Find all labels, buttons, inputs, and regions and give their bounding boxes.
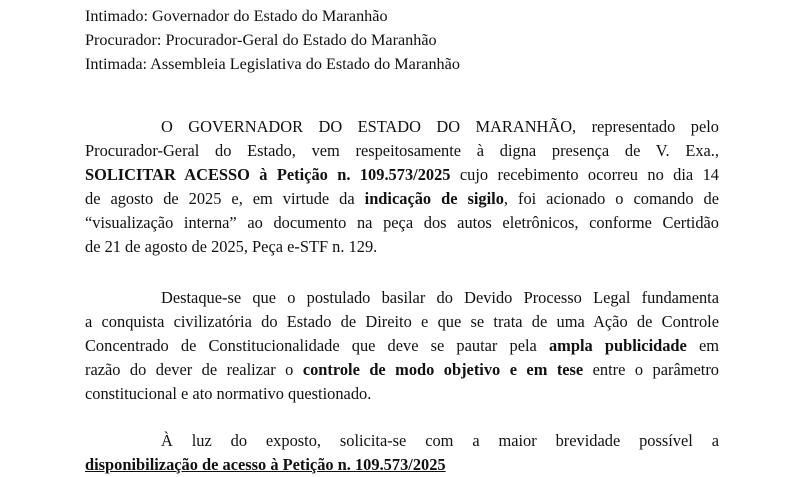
paragraph-line: de agosto de 2025 e, em virtude da indicação de sigilo, foi acionado o comando de bbox=[85, 189, 720, 208]
case-parties-header bbox=[85, 4, 460, 76]
paragraph-line: O GOVERNADOR DO ESTADO DO MARANHÃO, representado pelo bbox=[161, 117, 719, 136]
paragraph-line: Concentrado de Constitucionalidade que deve se pautar pela ampla publicidade em bbox=[85, 336, 719, 355]
request-access-emphasis: SOLICITAR ACESSO à Petição n. 109.573/2025 bbox=[85, 165, 451, 184]
intimada-line: Intimada: Assembleia Legislativa do Estado do Maranhão bbox=[85, 55, 460, 73]
objective-control-emphasis: controle de modo objetivo e em tese bbox=[302, 360, 584, 379]
paragraph-line: a conquista civilizatória do Estado de Direito e que se trata de uma Ação de Controle bbox=[85, 312, 719, 331]
procurador-line: Procurador: Procurador-Geral do Estado do Maranhão bbox=[85, 31, 437, 49]
paragraph-line: Procurador-Geral do Estado, vem respeitosamente à digna presença de V. Exa., bbox=[85, 141, 719, 160]
intimado-line: Intimado: Governador do Estado do Maranhão bbox=[85, 7, 388, 25]
publicity-emphasis: ampla publicidade bbox=[548, 336, 687, 355]
paragraph-line: “visualização interna” ao documento na peça dos autos eletrônicos, conforme Certidão bbox=[85, 213, 719, 232]
paragraph-line: Destaque-se que o postulado basilar do Devido Processo Legal fundamenta bbox=[161, 288, 719, 307]
paragraph-line: de 21 de agosto de 2025, Peça e-STF n. 129. bbox=[85, 237, 378, 256]
paragraph-line: SOLICITAR ACESSO à Petição n. 109.573/2025 cujo recebimento ocorreu no dia 14 bbox=[85, 165, 719, 184]
paragraph-line: À luz do exposto, solicita-se com a maior brevidade possível a bbox=[161, 431, 719, 450]
access-request-emphasis: disponibilização de acesso à Petição n. 109.573/2025 bbox=[85, 455, 446, 474]
secrecy-emphasis: indicação de sigilo bbox=[364, 189, 504, 208]
paragraph-line: razão do dever de realizar o controle de modo objetivo e em tese entre o parâmetro bbox=[85, 360, 719, 379]
paragraph-line: constitucional e ato normativo questionado. bbox=[85, 384, 372, 403]
paragraph-line bbox=[85, 453, 446, 477]
